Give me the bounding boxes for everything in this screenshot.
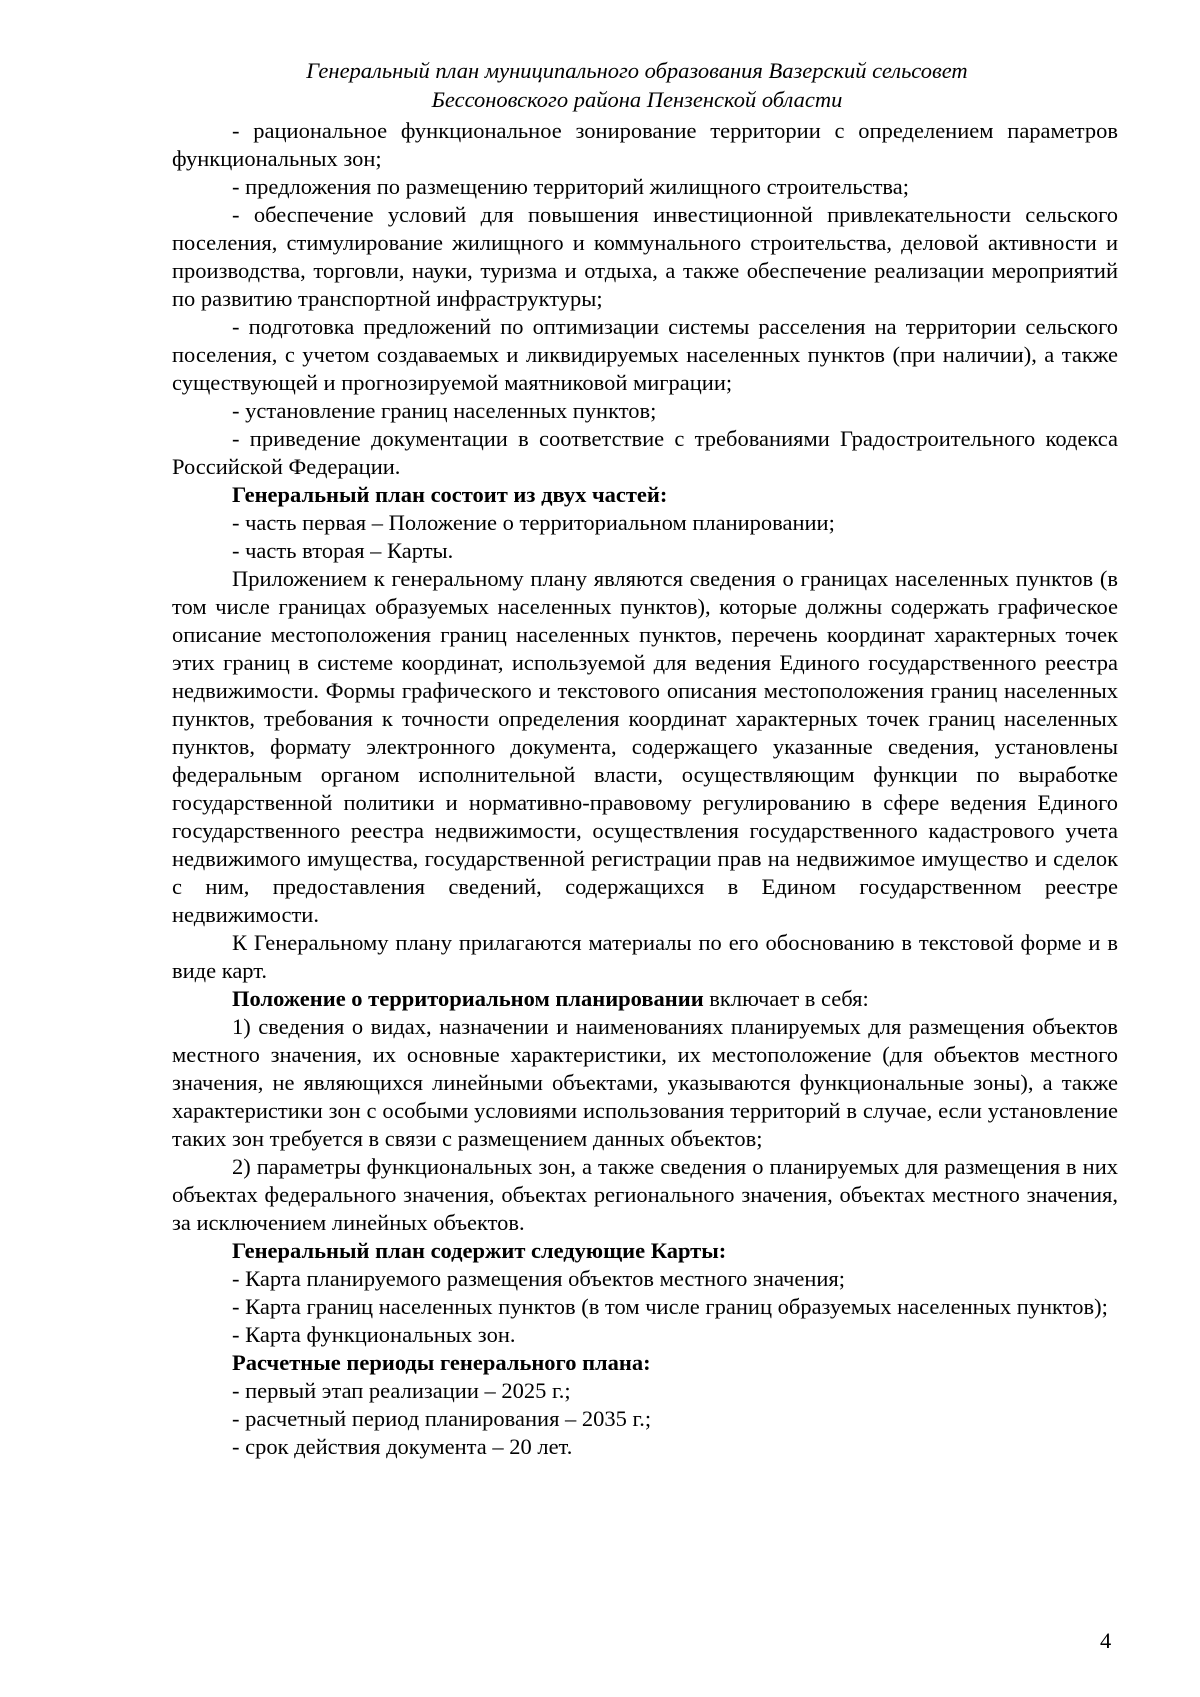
provision-item-1: 1) сведения о видах, назначении и наименованиях планируемых для размещения объектов местного значения, их основные характеристики, их местоположение (для объектов местного значения, не являющихся линейными объектами, указываются функциональные зоны), а также характеристики зон с особыми условиями использования территорий в случае, если установление таких зон требуется в связи с размещением данных объектов; bbox=[172, 1014, 1118, 1151]
period-validity: - срок действия документа – 20 лет. bbox=[232, 1434, 573, 1459]
part-two: - часть вторая – Карты. bbox=[232, 538, 454, 563]
provision-item-2: 2) параметры функциональных зон, а также сведения о планируемых для размещения в них объектах федерального значения, объектах регионального значения, объектах местного значения, за исключением линейных объектов. bbox=[172, 1154, 1118, 1235]
appendix-paragraph: Приложением к генеральному плану являются сведения о границах населенных пунктов (в том числе границах образуемых населенных пунктов), которые должны содержать графическое описание местоположения границ населенных пунктов, перечень координат характерных точек этих границ в системе координат, используемой для ведения Единого государственного реестра недвижимости. Формы графического и текстового описания местоположения границ населенных пунктов, требования к точности определения координат характерных точек границ населенных пунктов, формату электронного документа, содержащего указанные сведения, установлены федеральным органом исполнительной власти, осуществляющим функции по выработке государственной политики и нормативно-правовому регулированию в сфере ведения Единого государственного реестра недвижимости, осуществления государственного кадастрового учета недвижимого имущества, государственной регистрации прав на недвижимое имущество и сделок с ним, предоставления сведений, содержащихся в Едином государственном реестре недвижимости. bbox=[172, 566, 1118, 927]
goal-settlement-system: - подготовка предложений по оптимизации системы расселения на территории сельского поселения, с учетом создаваемых и ликвидируемых населенных пунктов (при наличии), а также существующей и прогнозируемой маятниковой миграции; bbox=[172, 314, 1118, 395]
goal-boundaries: - установление границ населенных пунктов; bbox=[232, 398, 657, 423]
map-functional-zones: - Карта функциональных зон. bbox=[232, 1322, 516, 1347]
period-first-stage: - первый этап реализации – 2025 г.; bbox=[232, 1378, 571, 1403]
goal-housing: - предложения по размещению территорий жилищного строительства; bbox=[232, 174, 909, 199]
goal-investment: - обеспечение условий для повышения инвестиционной привлекательности сельского поселения, стимулирование жилищного и коммунального строительства, деловой активности и производства, торговли, науки, туризма и отдыха, а также обеспечение реализации мероприятий по развитию транспортной инфраструктуры; bbox=[172, 202, 1118, 311]
document-body bbox=[172, 117, 1118, 1461]
map-local-objects: - Карта планируемого размещения объектов местного значения; bbox=[232, 1266, 846, 1291]
provision-title: Положение о территориальном планировании bbox=[232, 986, 704, 1011]
page-number: 4 bbox=[1100, 1628, 1112, 1653]
periods-heading: Расчетные периоды генерального плана: bbox=[232, 1350, 651, 1375]
period-planning: - расчетный период планирования – 2035 г.; bbox=[232, 1406, 652, 1431]
page-header bbox=[172, 56, 1102, 114]
goal-compliance: - приведение документации в соответствие с требованиями Градостроительного кодекса Российской Федерации. bbox=[172, 426, 1118, 479]
part-one: - часть первая – Положение о территориальном планировании; bbox=[232, 510, 835, 535]
provision-intro-text: включает в себя: bbox=[703, 986, 869, 1011]
goal-zoning: - рациональное функциональное зонирование территории с определением параметров функциональных зон; bbox=[172, 118, 1118, 171]
maps-heading: Генеральный план содержит следующие Карты: bbox=[232, 1238, 727, 1263]
header-line-1: Генеральный план муниципального образования Вазерский сельсовет bbox=[306, 58, 968, 83]
provision-intro bbox=[172, 985, 1118, 1013]
materials-paragraph: К Генеральному плану прилагаются материалы по его обоснованию в текстовой форме и в виде карт. bbox=[172, 930, 1118, 983]
map-boundaries: - Карта границ населенных пунктов (в том числе границ образуемых населенных пунктов); bbox=[232, 1294, 1108, 1319]
parts-heading: Генеральный план состоит из двух частей: bbox=[232, 482, 668, 507]
header-line-2: Бессоновского района Пензенской области bbox=[431, 87, 843, 112]
